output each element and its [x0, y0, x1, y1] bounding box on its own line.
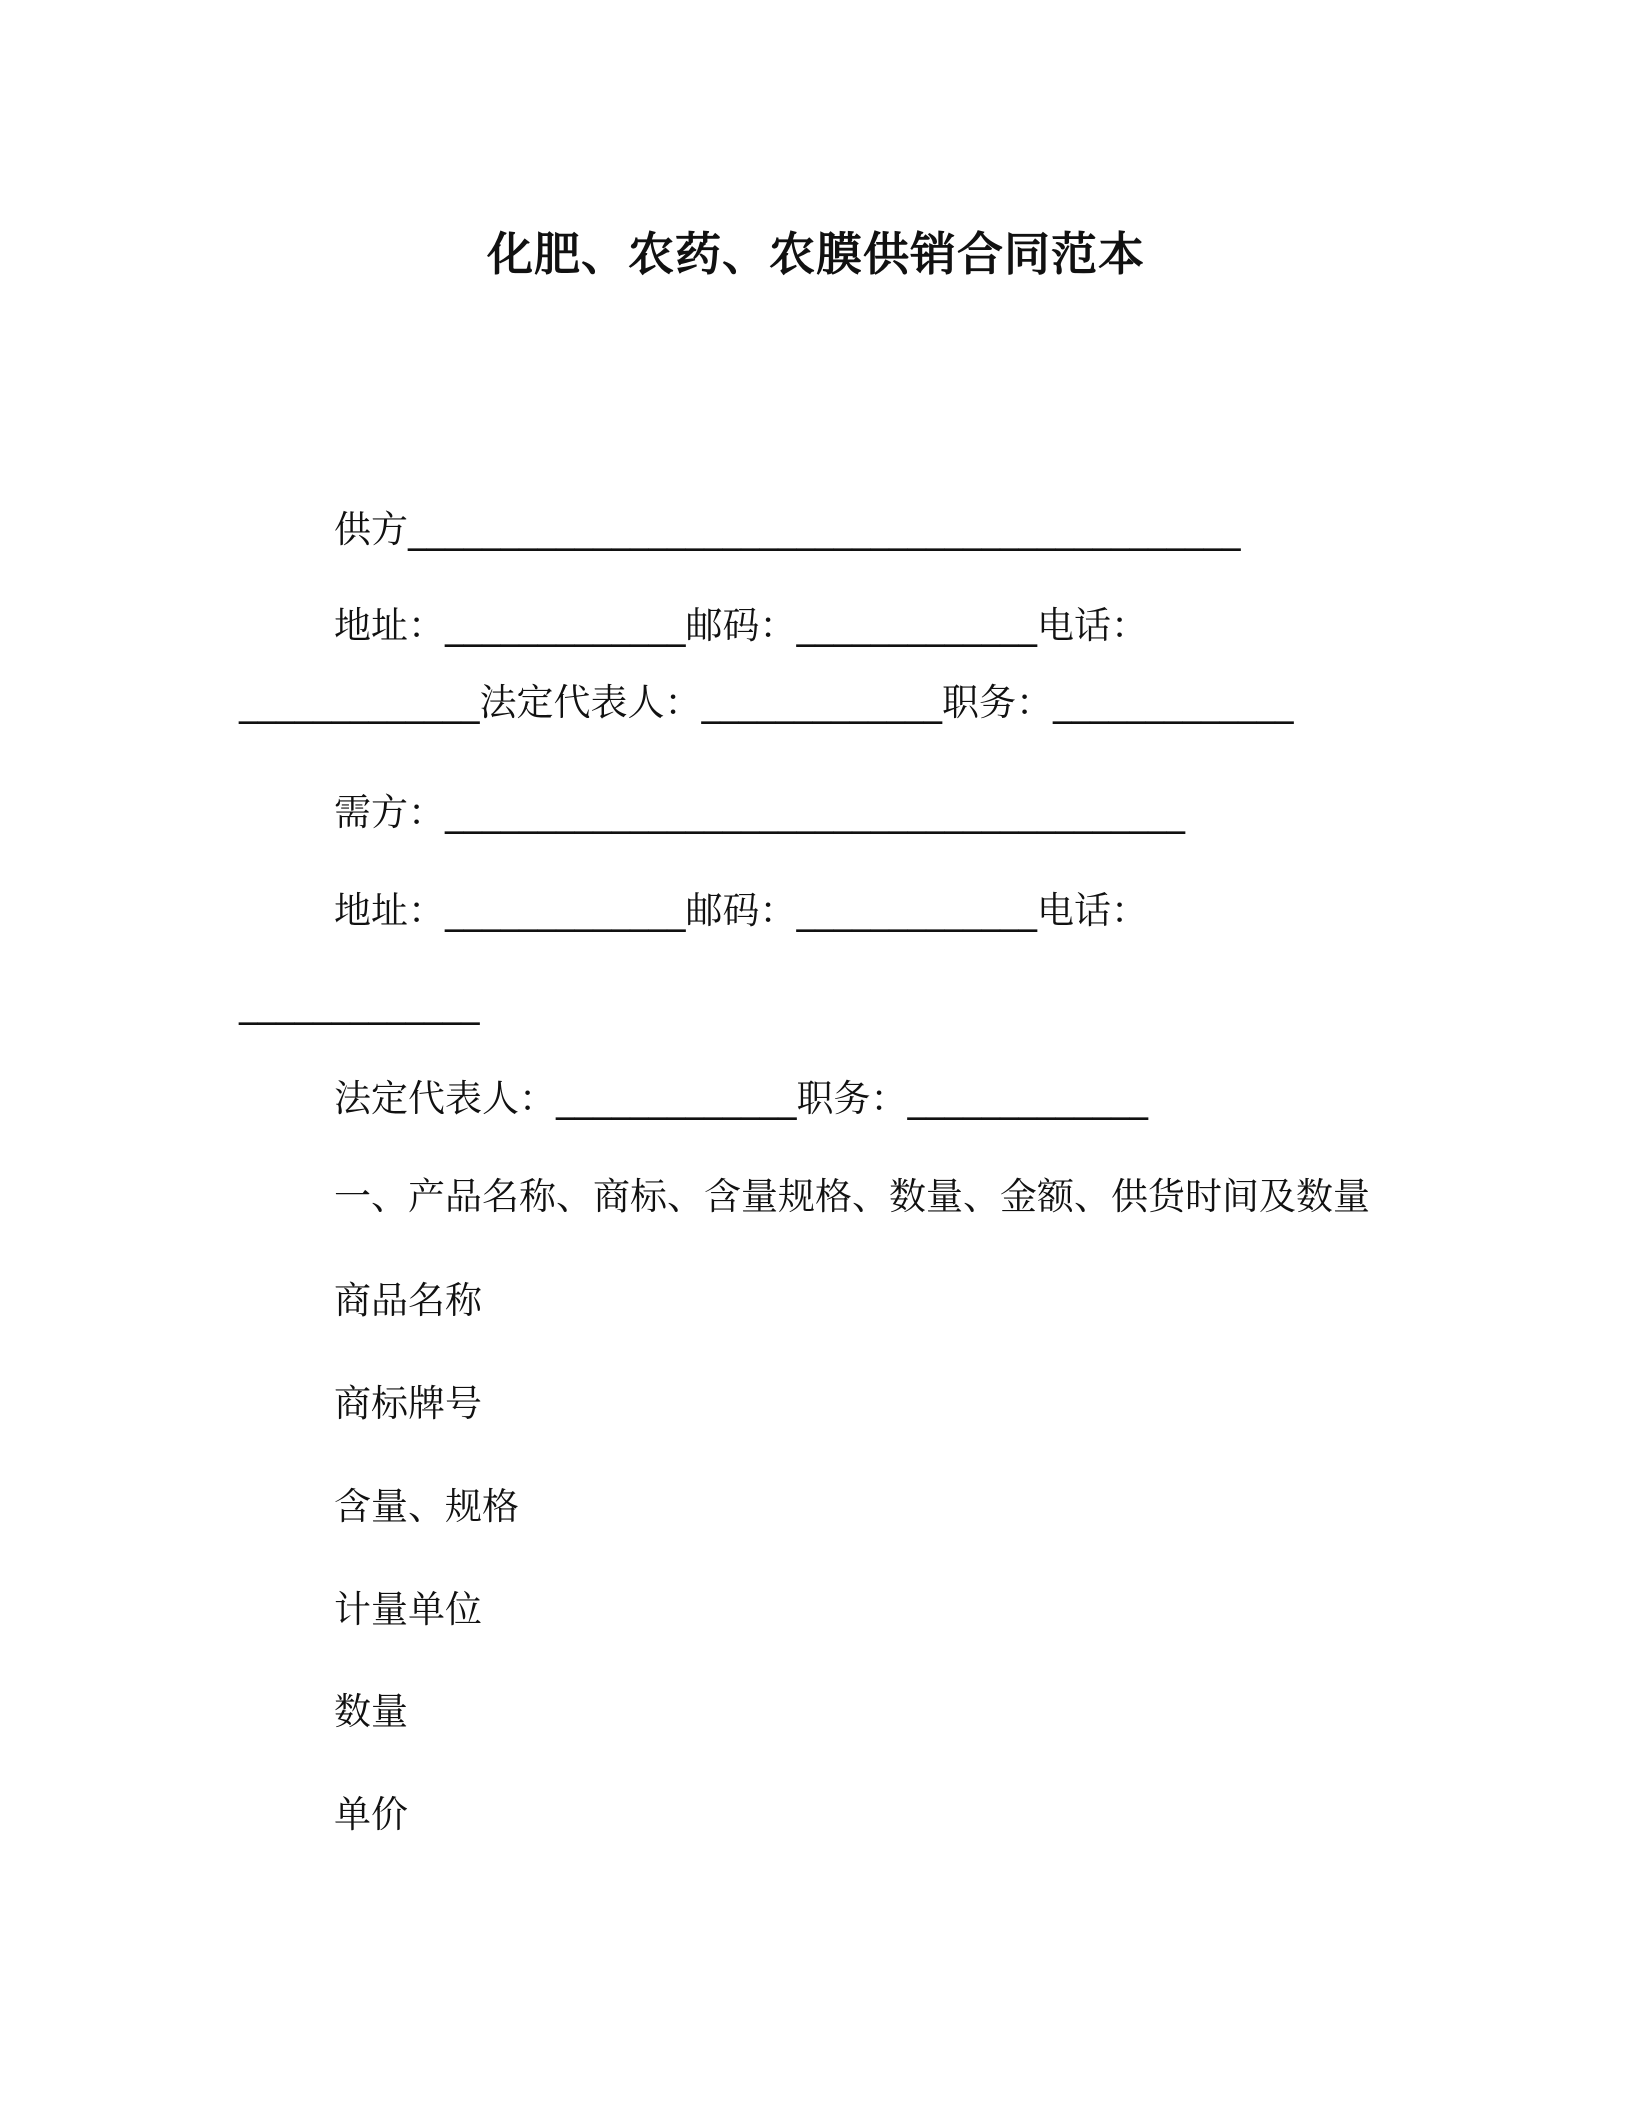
buyer-representative-line: 法定代表人：_____________职务：_____________	[334, 1077, 1148, 1120]
supplier-contact-line-1: 地址：_____________邮码：_____________电话：	[334, 604, 1148, 647]
buyer-contact-line-1: 地址：_____________邮码：_____________电话：	[334, 889, 1148, 932]
section-1-heading: 一、产品名称、商标、含量规格、数量、金额、供货时间及数量	[334, 1175, 1370, 1218]
buyer-line: 需方：________________________________________	[334, 791, 1185, 834]
document-title: 化肥、农药、农膜供销合同范本	[487, 227, 1145, 281]
field-label: 商标牌号	[334, 1382, 482, 1425]
supplier-line: 供方_____________________________________________	[334, 508, 1241, 551]
field-label: 含量、规格	[334, 1485, 519, 1528]
supplier-contact-line-2: _____________法定代表人：_____________职务：_____________	[239, 681, 1294, 724]
field-label: 单价	[334, 1793, 408, 1836]
buyer-contact-line-2: _____________	[239, 982, 480, 1025]
field-label: 计量单位	[334, 1588, 482, 1631]
field-label: 数量	[334, 1690, 408, 1733]
field-label: 商品名称	[334, 1279, 482, 1322]
